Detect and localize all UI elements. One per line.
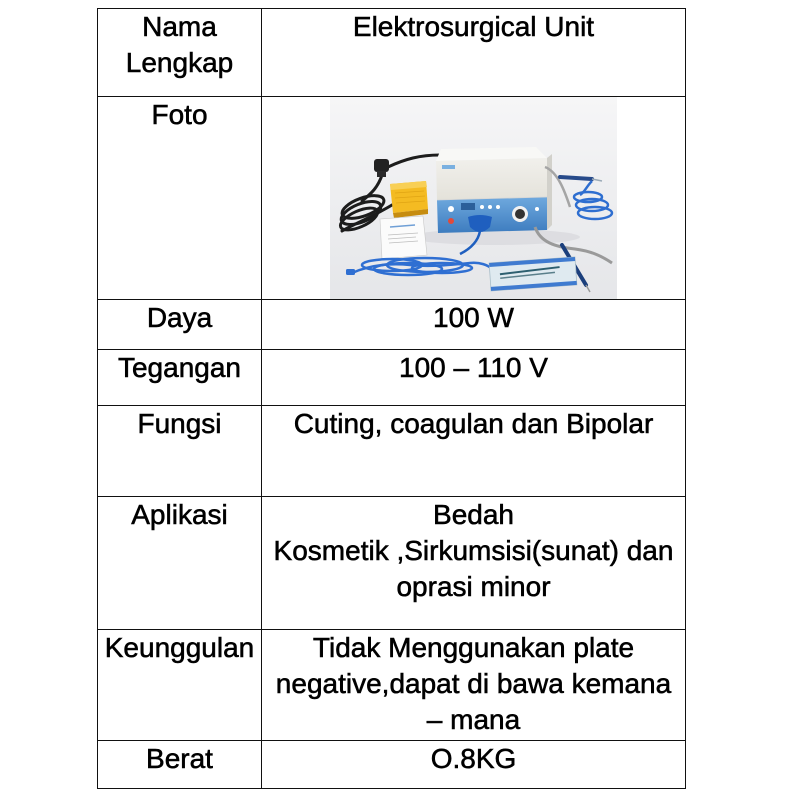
label-line: Tegangan — [117, 352, 241, 383]
value-line: – mana — [426, 704, 521, 735]
value-line: Elektrosurgical Unit — [352, 11, 595, 42]
value-line: Tidak Menggunakan plate — [312, 632, 635, 663]
label-daya — [98, 300, 262, 350]
value-foto — [262, 97, 686, 300]
value-tegangan — [262, 350, 686, 406]
label-nama-lengkap — [98, 9, 262, 97]
label-keunggulan — [98, 630, 262, 741]
value-nama-lengkap — [262, 9, 686, 97]
label-line: Daya — [146, 302, 213, 333]
label-berat — [98, 741, 262, 789]
value-line: negative,dapat di bawa kemana — [275, 668, 672, 699]
value-fungsi — [262, 406, 686, 497]
value-line: Cuting, coagulan dan Bipolar — [293, 408, 654, 439]
value-line: Bedah — [433, 499, 514, 530]
label-line: Berat — [146, 743, 213, 774]
value-line: Kosmetik ,Sirkumsisi(sunat) dan — [273, 535, 674, 566]
label-foto — [98, 97, 262, 300]
value-aplikasi — [262, 497, 686, 630]
value-line: O.8KG — [430, 743, 517, 774]
value-berat — [262, 741, 686, 789]
label-aplikasi — [98, 497, 262, 630]
value-daya — [262, 300, 686, 350]
label-line: Aplikasi — [131, 499, 228, 530]
value-line: 100 W — [433, 302, 514, 333]
label-tegangan — [98, 350, 262, 406]
product-photo — [330, 97, 617, 299]
value-keunggulan — [262, 630, 686, 741]
label-fungsi — [98, 406, 262, 497]
value-line: 100 – 110 V — [399, 352, 548, 383]
spec-table — [97, 8, 686, 789]
label-line: Fungsi — [137, 408, 222, 439]
label-line: Lengkap — [125, 47, 234, 78]
label-line: Foto — [151, 99, 208, 130]
value-line: oprasi minor — [396, 571, 551, 602]
label-line: Nama — [142, 11, 217, 42]
label-line: Keunggulan — [104, 632, 255, 663]
